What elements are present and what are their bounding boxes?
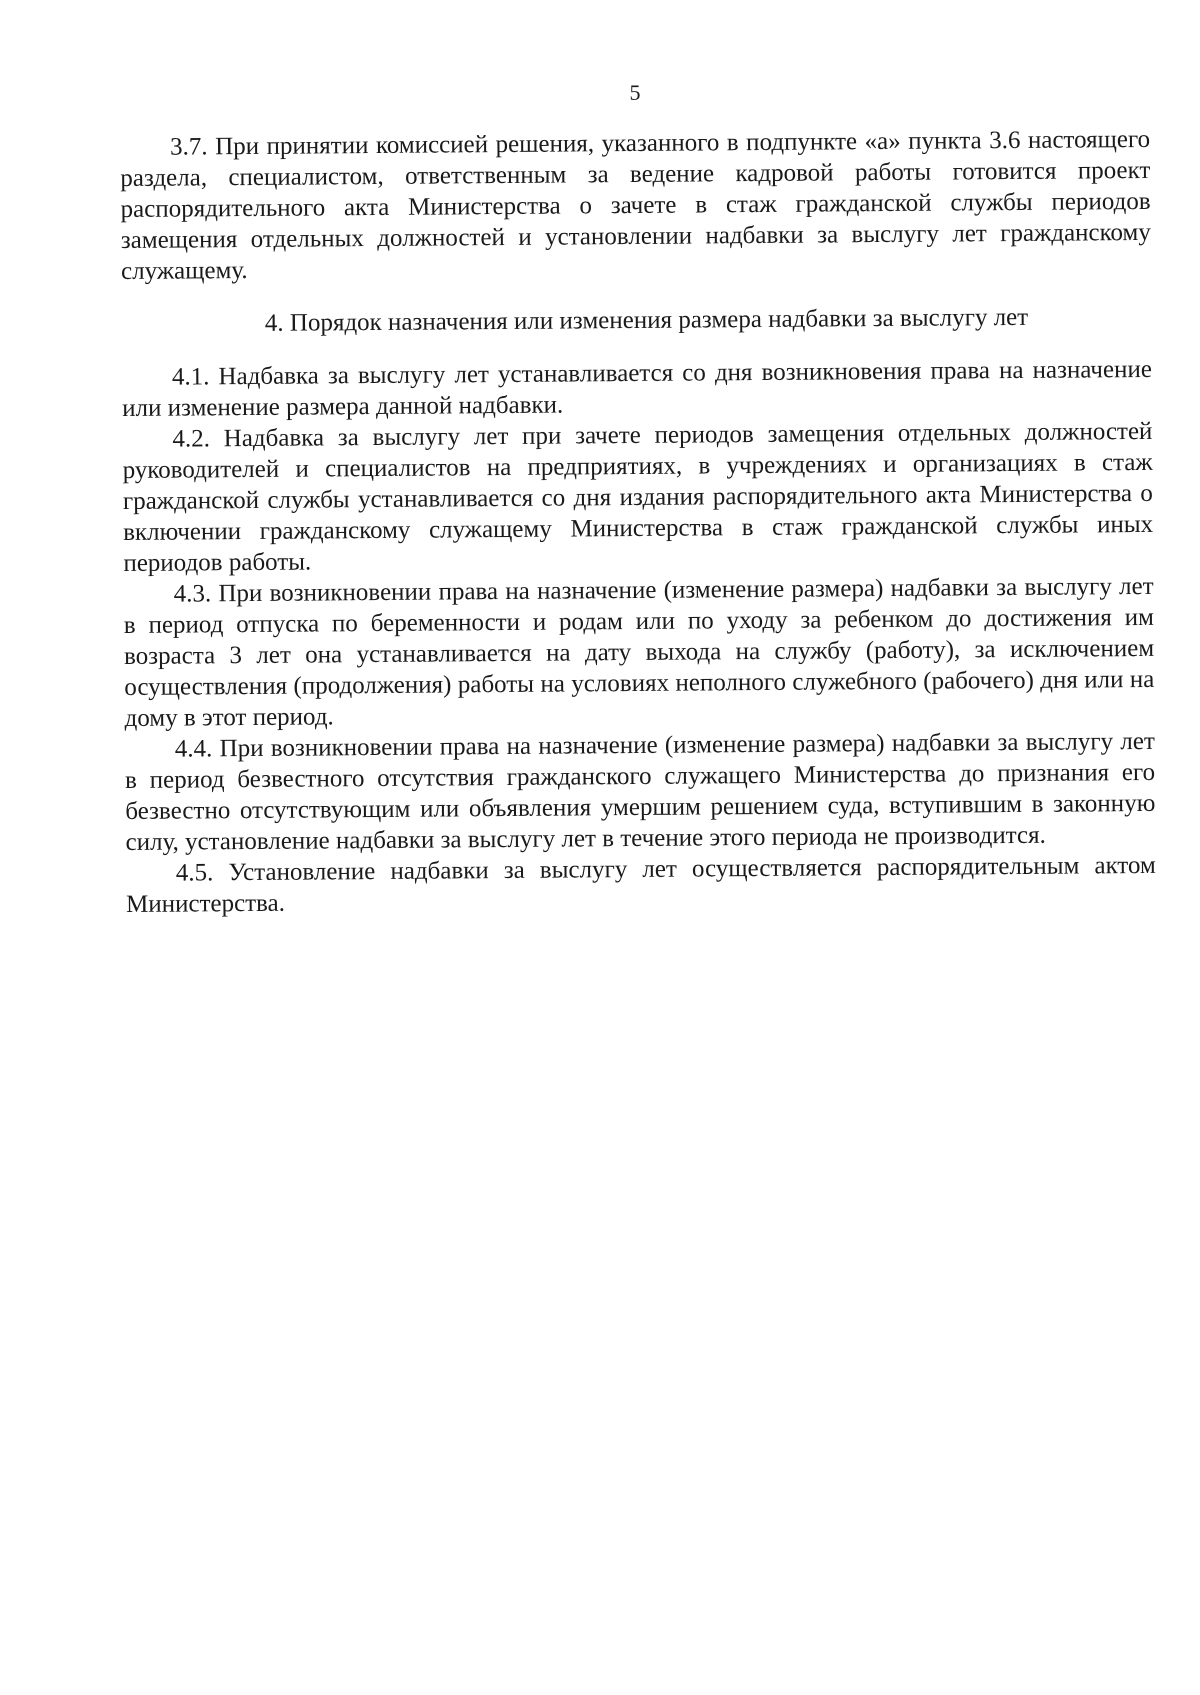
page-number: 5: [629, 80, 641, 105]
paragraph-4-3: 4.3. При возникновении права на назначение (изменение размера) надбавки за выслугу лет в период отпуска по беременности и родам или по уходу за ребенком до достижения им возраста 3 лет она устанавливается на дату выхода на службу (работу), за исключением осуществления (продолжения) работы на условиях неполного служебного (рабочего) дня или на дому в этот период.: [123, 572, 1155, 732]
paragraph-4-2: 4.2. Надбавка за выслугу лет при зачете периодов замещения отдельных должностей руководителей и специалистов на предприятиях, в учреждениях и организациях в стаж гражданской службы устанавливается со дня издания распорядительного акта Министерства о включении гражданскому служащему Министерства в стаж гражданской службы иных периодов работы.: [122, 417, 1154, 577]
paragraph-3-7: 3.7. При принятии комиссией решения, указанного в подпункте «а» пункта 3.6 настоящего раздела, специалистом, ответственным за ведение кадровой работы готовится проект распорядительного акта Министерства о зачете в стаж гражданской службы периодов замещения отдельных должностей и установлении надбавки за выслугу лет гражданскому служащему.: [120, 125, 1151, 285]
section-heading-4: 4. Порядок назначения или изменения размера надбавки за выслугу лет: [264, 303, 1029, 337]
document-body: [120, 124, 1156, 920]
paragraph-4-5: 4.5. Установление надбавки за выслугу лет осуществляется распорядительным актом Министерства.: [125, 851, 1156, 918]
paragraph-4-1: 4.1. Надбавка за выслугу лет устанавливается со дня возникновения права на назначение или изменение размера данной надбавки.: [122, 355, 1153, 422]
paragraph-4-4: 4.4. При возникновении права на назначение (изменение размера) надбавки за выслугу лет в период безвестного отсутствия гражданского служащего Министерства до признания его безвестно отсутствующим или объявления умершим решением суда, вступившим в законную силу, установление надбавки за выслугу лет в течение этого периода не производится.: [124, 727, 1156, 856]
